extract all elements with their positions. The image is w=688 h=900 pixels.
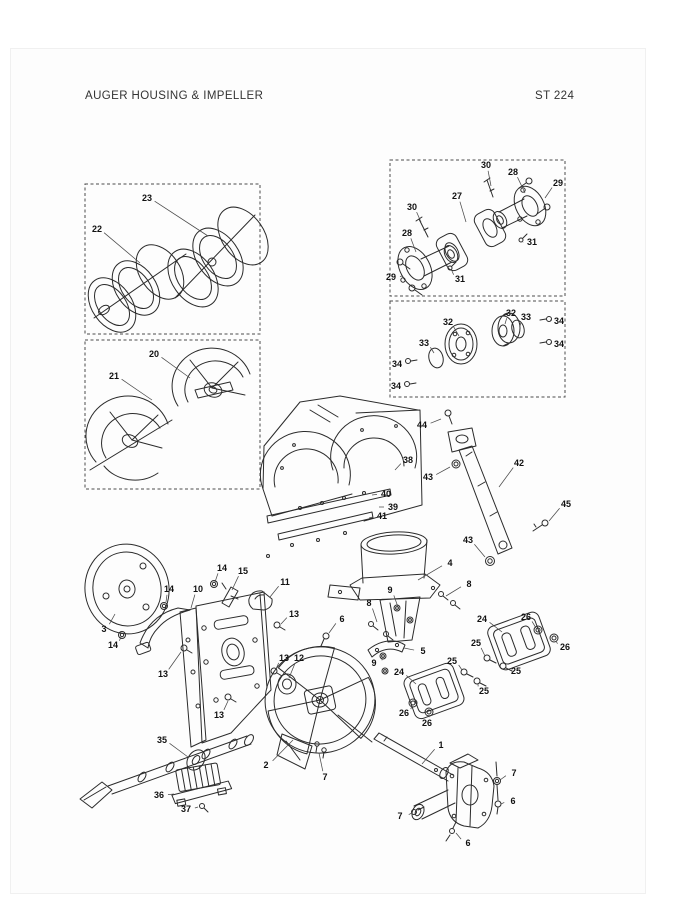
callout-37: 37 (180, 804, 192, 814)
callout-31: 31 (454, 274, 466, 284)
callout-24: 24 (393, 667, 405, 677)
callout-4: 4 (447, 558, 453, 568)
callout-14: 14 (163, 584, 175, 594)
callout-leader (545, 188, 552, 198)
screws-34 (405, 317, 552, 387)
callout-leader (224, 701, 228, 710)
callout-10: 10 (192, 584, 204, 594)
callout-leader (500, 776, 506, 780)
nuts-9 (380, 605, 413, 674)
callout-leader (459, 665, 462, 670)
hub-32-left (445, 324, 477, 364)
callout-30: 30 (480, 160, 492, 170)
callout-leader (372, 494, 377, 495)
callout-35: 35 (156, 735, 168, 745)
callout-8: 8 (466, 579, 472, 589)
bracket-15 (222, 583, 238, 607)
auger-half-21 (86, 396, 172, 480)
callout-5: 5 (420, 646, 426, 656)
callout-26: 26 (520, 612, 532, 622)
callout-34: 34 (391, 359, 403, 369)
group-box-auger-spirals (85, 184, 260, 334)
callout-labels (92, 160, 571, 848)
callout-leader (422, 749, 435, 764)
callout-leader (281, 618, 287, 624)
callout-9: 9 (371, 658, 377, 668)
callout-23: 23 (141, 193, 153, 203)
support-bar-42 (448, 428, 512, 554)
auger-spiral-22 (78, 236, 193, 341)
callout-38: 38 (402, 455, 414, 465)
callout-34: 34 (553, 339, 565, 349)
callout-20: 20 (148, 349, 160, 359)
callout-1: 1 (438, 740, 444, 750)
screws-31 (448, 234, 527, 270)
callout-13: 13 (288, 609, 300, 619)
callout-45: 45 (560, 499, 572, 509)
callout-41: 41 (376, 511, 388, 521)
callout-22: 22 (91, 224, 103, 234)
skid-plate-24-left (402, 661, 466, 720)
callout-32: 32 (442, 317, 454, 327)
page-title: AUGER HOUSING & IMPELLER (85, 90, 264, 102)
callout-26: 26 (421, 718, 433, 728)
callout-42: 42 (513, 458, 525, 468)
callout-leader (404, 648, 414, 650)
pulley-3 (78, 537, 176, 640)
callout-25: 25 (478, 686, 490, 696)
callout-21: 21 (108, 371, 120, 381)
bolt-45 (533, 520, 548, 531)
callout-13: 13 (157, 669, 169, 679)
callout-11: 11 (280, 577, 290, 587)
callout-29: 29 (552, 178, 564, 188)
weight-block-36 (168, 761, 233, 807)
callout-leader (474, 544, 485, 557)
nut-43-lower (486, 557, 495, 566)
scraper-bar-39-40 (267, 489, 392, 558)
callout-12: 12 (293, 653, 305, 663)
callout-44: 44 (416, 420, 428, 430)
callout-6: 6 (465, 838, 471, 848)
callout-leader (436, 467, 450, 475)
callout-31: 31 (526, 237, 538, 247)
callout-34: 34 (390, 381, 402, 391)
callout-34: 34 (553, 316, 565, 326)
callout-43: 43 (462, 535, 474, 545)
callout-leader (460, 202, 466, 222)
callout-leader (169, 652, 181, 669)
auger-half-20 (172, 348, 250, 406)
callout-leader (319, 753, 323, 771)
callout-9: 9 (387, 585, 393, 595)
chute-base-4 (328, 530, 440, 642)
screws-30 (416, 178, 494, 237)
callout-leader (431, 419, 441, 423)
callout-leader (104, 233, 140, 263)
callout-28: 28 (401, 228, 413, 238)
impeller-2 (255, 636, 385, 769)
callout-leader (520, 322, 521, 326)
callout-leader (395, 464, 401, 470)
bearing-flange-28-left (391, 241, 461, 296)
callout-leader (452, 271, 454, 275)
callout-leader (456, 833, 461, 839)
callout-33: 33 (520, 312, 532, 322)
callout-2: 2 (263, 760, 269, 770)
bolt-44 (445, 410, 452, 424)
callout-39: 39 (387, 502, 399, 512)
callout-7: 7 (397, 811, 403, 821)
callout-leader (161, 357, 190, 378)
callout-leader (481, 648, 485, 656)
bearing-halves-27 (434, 207, 508, 273)
callout-14: 14 (107, 640, 119, 650)
callout-leader (329, 623, 336, 633)
callout-leader (170, 743, 188, 757)
callout-25: 25 (446, 656, 458, 666)
callout-13: 13 (278, 653, 290, 663)
callout-24: 24 (476, 614, 488, 624)
callout-leader (446, 587, 461, 596)
auger-shaft-35 (80, 733, 255, 808)
frame-plates (180, 592, 271, 747)
callout-6: 6 (339, 614, 345, 624)
callout-7: 7 (322, 772, 328, 782)
callout-leader (501, 802, 504, 804)
callout-leader (191, 595, 195, 608)
callout-26: 26 (559, 642, 571, 652)
callout-28: 28 (507, 167, 519, 177)
bolts-25 (461, 655, 512, 686)
callout-leader (372, 609, 377, 622)
callout-43: 43 (422, 472, 434, 482)
model-number: ST 224 (535, 90, 575, 102)
callout-13: 13 (213, 710, 225, 720)
screw-37 (200, 804, 209, 813)
bolt-6-chute (321, 633, 329, 646)
callout-leader (155, 201, 208, 236)
callout-27: 27 (451, 191, 463, 201)
callout-8: 8 (366, 598, 372, 608)
callout-3: 3 (101, 624, 107, 634)
callout-6: 6 (510, 796, 516, 806)
callout-15: 15 (237, 566, 249, 576)
bracket-5 (368, 641, 405, 657)
group-box-auger-halves (85, 340, 260, 489)
nuts-26 (409, 626, 558, 716)
callout-leader (195, 807, 198, 808)
callout-25: 25 (470, 638, 482, 648)
callout-30: 30 (406, 202, 418, 212)
callout-leader (232, 576, 238, 590)
callout-25: 25 (510, 666, 522, 676)
callout-29: 29 (385, 272, 397, 282)
callout-14: 14 (216, 563, 228, 573)
callout-leader (270, 586, 279, 597)
callout-leader (499, 468, 513, 487)
callout-33: 33 (418, 338, 430, 348)
rings-33 (427, 319, 526, 370)
callout-leader (549, 508, 560, 521)
callout-7: 7 (511, 768, 517, 778)
callout-32: 32 (505, 308, 517, 318)
callout-36: 36 (153, 790, 165, 800)
callout-leader (215, 573, 218, 582)
callout-leader (411, 238, 416, 252)
callout-leader (505, 318, 507, 324)
callout-leader (166, 595, 167, 602)
callout-40: 40 (380, 489, 392, 499)
callout-26: 26 (398, 708, 410, 718)
nut-43-upper (452, 460, 460, 468)
